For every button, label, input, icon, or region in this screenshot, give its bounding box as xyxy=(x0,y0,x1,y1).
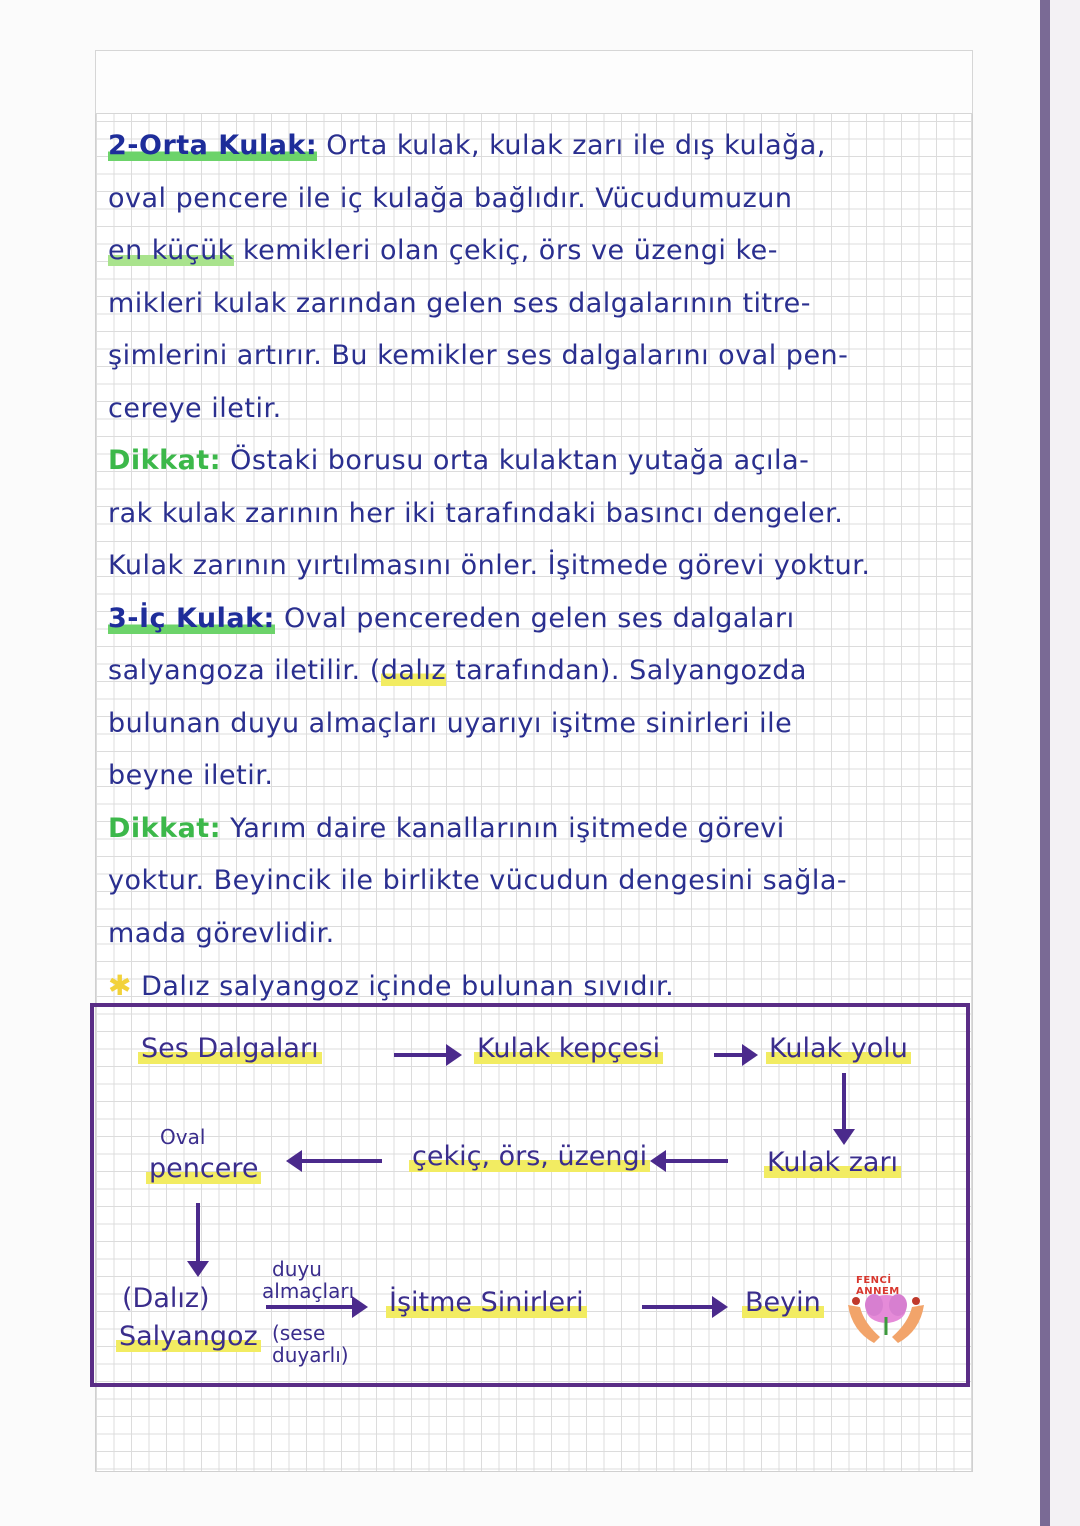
node-kulak-yolu: Kulak yolu xyxy=(766,1033,911,1064)
note-line xyxy=(108,120,978,173)
note-text: Dalız salyangoz içinde bulunan sıvıdır. xyxy=(141,971,675,1002)
fenci-annem-logo: FENCİ ANNEM xyxy=(838,1261,934,1361)
arrow-left-icon xyxy=(654,1159,728,1163)
note-line: oval pencere ile iç kulağa bağlıdır. Vücudumuzun xyxy=(108,182,793,214)
arrow-right-icon xyxy=(394,1053,458,1057)
note-text: tarafından). Salyangozda xyxy=(455,655,807,686)
node-pencere: pencere xyxy=(146,1153,261,1184)
note-line xyxy=(108,593,978,646)
node-almaclari: almaçları xyxy=(262,1279,355,1303)
note-line xyxy=(108,435,978,488)
note-line: mada görevlidir. xyxy=(108,917,335,949)
note-line xyxy=(108,225,978,278)
note-line: mikleri kulak zarından gelen ses dalgalarının titre- xyxy=(108,287,811,319)
dikkat-label: Dikkat: xyxy=(108,812,222,844)
node-kulak-zari: Kulak zarı xyxy=(764,1147,901,1178)
note-line: yoktur. Beyincik ile birlikte vücudun dengesini sağla- xyxy=(108,865,848,896)
note-line: Kulak zarının yırtılmasını önler. İşitmede görevi yoktur. xyxy=(108,550,871,581)
node-daliz: (Dalız) xyxy=(122,1283,210,1314)
ic-kulak-heading: 3-İç Kulak: xyxy=(108,602,275,634)
node-sese: (sese xyxy=(272,1321,326,1345)
node-salyangoz: Salyangoz xyxy=(116,1321,261,1352)
node-beyin: Beyin xyxy=(742,1287,824,1318)
note-line xyxy=(108,645,978,698)
header-strip xyxy=(95,50,973,114)
arrow-right-icon xyxy=(714,1053,754,1057)
highlight-daliz: dalız xyxy=(380,655,447,686)
orta-kulak-heading: 2-Orta Kulak: xyxy=(108,130,318,161)
dikkat-label: Dikkat: xyxy=(108,445,222,476)
node-isitme-sinirleri: İşitme Sinirleri xyxy=(386,1287,587,1318)
note-text: Yarım daire kanallarının işitmede görevi xyxy=(230,812,785,844)
node-duyarli: duyarlı) xyxy=(272,1343,349,1367)
note-text: Orta kulak, kulak zarı ile dış kulağa, xyxy=(326,130,826,161)
note-line: rak kulak zarının her iki tarafındaki basıncı dengeler. xyxy=(108,497,844,529)
arrow-down-icon xyxy=(196,1203,200,1271)
note-line: beyne iletir. xyxy=(108,760,274,791)
hearing-flow-diagram xyxy=(90,1003,970,1387)
note-line xyxy=(108,803,978,856)
note-text: Oval pencereden gelen ses dalgaları xyxy=(283,602,795,634)
note-line: bulunan duyu almaçları uyarıyı işitme sinirleri ile xyxy=(108,707,793,739)
note-line: cereye iletir. xyxy=(108,392,282,424)
note-text: kemikleri olan çekiç, örs ve üzengi ke- xyxy=(242,235,779,266)
note-line: şimlerini artırır. Bu kemikler ses dalgalarını oval pen- xyxy=(108,340,849,371)
star-icon: ✱ xyxy=(108,969,132,1002)
arrow-right-icon xyxy=(642,1305,724,1309)
node-kemikler: çekiç, örs, üzengi xyxy=(409,1141,650,1172)
node-kulak-kepcesi: Kulak kepçesi xyxy=(474,1033,663,1064)
note-text: salyangoza iletilir. ( xyxy=(108,655,381,686)
node-duyu: duyu xyxy=(272,1257,322,1281)
arrow-left-icon xyxy=(290,1159,382,1163)
notes-text xyxy=(108,120,978,1013)
arrow-right-icon xyxy=(266,1305,364,1309)
note-text: Östaki borusu orta kulaktan yutağa açıla- xyxy=(230,445,810,476)
node-oval: Oval xyxy=(160,1125,206,1149)
highlight-en-kucuk: en küçük xyxy=(108,235,234,266)
node-ses-dalgalari: Ses Dalgaları xyxy=(138,1033,322,1064)
arrow-down-icon xyxy=(842,1073,846,1139)
